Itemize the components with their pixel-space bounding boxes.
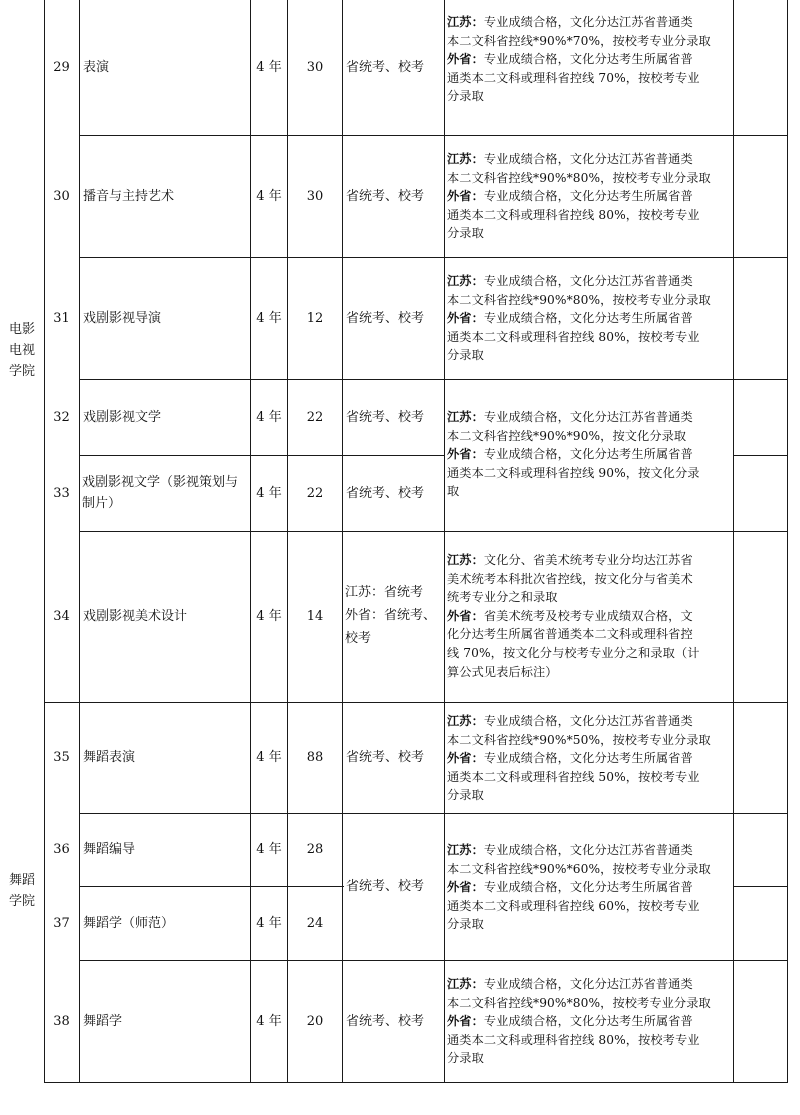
jiangsu-label: 江苏：: [447, 843, 484, 857]
rule-text: 分录取: [447, 1051, 484, 1066]
rule-text: 统考专业分之和录取: [447, 590, 558, 605]
exam-method: [345, 581, 445, 650]
quota: 28: [306, 842, 324, 857]
row-num: 35: [53, 750, 70, 765]
rule-text: 本二文科省控线*90%*70%，按校考专业分录取: [447, 33, 711, 48]
duration: 4 年: [256, 60, 282, 75]
rule-text: 线 70%，按文化分与校考专业分之和录取（计: [447, 645, 700, 660]
duration: 4 年: [256, 485, 282, 501]
rule-text: 专业成绩合格，文化分达江苏省普通类: [483, 152, 693, 166]
exam-method: 省统考、校考: [346, 485, 425, 501]
row-num: 33: [53, 485, 70, 501]
rule-text: 本二文科省控线*90%*90%，按文化分录取: [447, 428, 687, 443]
row-num: 29: [53, 60, 70, 75]
row-num: 31: [53, 310, 70, 326]
major-name: 表演: [83, 60, 110, 75]
exam-method-line: 外省：省统考、: [345, 608, 437, 623]
rule-text: 专业成绩合格，文化分达考生所属省普: [483, 52, 693, 67]
border-bottom: [44, 1082, 788, 1083]
duration: 4 年: [256, 750, 282, 765]
rule-text: 专业成绩合格，文化分达考生所属省普: [483, 189, 693, 204]
duration: 4 年: [256, 842, 282, 857]
jiangsu-label: 江苏：: [447, 274, 484, 288]
college-name: 学院: [8, 364, 35, 379]
other-province-label: 外省：: [447, 311, 484, 326]
rule-text: 本二文科省控线*90%*60%，按校考专业分录取: [447, 861, 711, 876]
duration: 4 年: [256, 310, 282, 326]
rule-text: 通类本二文科或理科省控线 70%，按校考专业: [447, 70, 700, 85]
rule-text: 分录取: [447, 788, 484, 803]
jiangsu-label: 江苏：: [447, 15, 484, 29]
college-name: 舞蹈: [8, 873, 35, 888]
exam-method: 省统考、校考: [346, 1013, 425, 1029]
other-province-label: 外省：: [447, 608, 484, 623]
rule-text: 省美术统考及校考专业成绩双合格，文: [483, 608, 693, 623]
admission-rule: [447, 408, 731, 501]
rule-text: 化分达考生所属省普通类本二文科或理科省控: [447, 627, 693, 642]
rule-text: 专业成绩合格，文化分达江苏省普通类: [483, 977, 693, 991]
major-name: 戏剧影视导演: [83, 310, 162, 326]
rule-text: 本二文科省控线*90%*80%，按校考专业分录取: [447, 292, 711, 307]
rule-text: 通类本二文科或理科省控线 80%，按校考专业: [447, 1032, 700, 1047]
rule-text: 本二文科省控线*90%*50%，按校考专业分录取: [447, 732, 711, 747]
major-name: 舞蹈学（师范）: [83, 915, 175, 931]
major-name: 舞蹈学: [83, 1013, 123, 1029]
jiangsu-label: 江苏：: [447, 152, 484, 166]
rule-text: 通类本二文科或理科省控线 60%，按校考专业: [447, 898, 700, 913]
duration: 4 年: [256, 915, 282, 931]
college-film-tv: [2, 319, 42, 382]
rule-text: 专业成绩合格，文化分达考生所属省普: [483, 751, 693, 766]
admission-rule: [447, 272, 731, 365]
admission-rule: [447, 13, 731, 106]
quota: 12: [306, 310, 324, 326]
divider-method: [444, 0, 445, 1083]
rule-text: 文化分、省美术统考专业分均达江苏省: [483, 553, 693, 567]
major-name-line: 制片）: [82, 496, 122, 511]
exam-method-line: 江苏：省统考: [345, 585, 424, 600]
other-province-label: 外省：: [447, 189, 484, 204]
rule-text: 专业成绩合格，文化分达考生所属省普: [483, 447, 693, 462]
row-num: 37: [53, 915, 70, 931]
quota: 14: [306, 609, 324, 624]
row-num: 32: [53, 409, 70, 425]
major-name: 舞蹈编导: [83, 842, 136, 857]
row-num: 38: [53, 1013, 70, 1029]
row-line: [733, 886, 788, 887]
other-province-label: 外省：: [447, 1014, 484, 1029]
exam-method-line: 校考: [345, 631, 372, 646]
row-num: 30: [53, 188, 70, 204]
quota: 22: [306, 409, 324, 425]
rule-text: 通类本二文科或理科省控线 50%，按校考专业: [447, 769, 700, 784]
row-line: [733, 455, 788, 456]
major-name: 舞蹈表演: [83, 750, 136, 765]
rule-text: 专业成绩合格，文化分达江苏省普通类: [483, 274, 693, 288]
jiangsu-label: 江苏：: [447, 410, 484, 424]
admission-rule: [447, 150, 731, 243]
rule-text: 算公式见表后标注）: [447, 664, 558, 679]
admission-rule: [447, 975, 731, 1068]
rule-text: 通类本二文科或理科省控线 80%，按校考专业: [447, 207, 700, 222]
rule-text: 取: [447, 484, 460, 499]
college-dance: [2, 870, 42, 912]
quota: 24: [306, 915, 324, 931]
exam-method: 省统考、校考: [346, 409, 425, 425]
duration: 4 年: [256, 609, 282, 624]
rule-text: 本二文科省控线*90%*80%，按校考专业分录取: [447, 170, 711, 185]
college-name: 电视: [8, 343, 35, 358]
rule-text: 专业成绩合格，文化分达江苏省普通类: [483, 15, 693, 29]
quota: 22: [306, 485, 324, 501]
major-name: 播音与主持艺术: [83, 188, 175, 204]
college-name: 电影: [8, 322, 35, 337]
admission-rule: [447, 551, 731, 681]
admission-rule: [447, 841, 731, 934]
other-province-label: 外省：: [447, 447, 484, 462]
quota: 30: [306, 188, 324, 204]
rule-text: 分录取: [447, 226, 484, 241]
border-right: [787, 0, 788, 1083]
quota: 30: [306, 60, 324, 75]
rule-text: 专业成绩合格，文化分达江苏省普通类: [483, 843, 693, 857]
duration: 4 年: [256, 409, 282, 425]
rule-text: 美术统考本科批次省控线，按文化分与省美术: [447, 571, 693, 586]
other-province-label: 外省：: [447, 52, 484, 67]
jiangsu-label: 江苏：: [447, 977, 484, 991]
other-province-label: 外省：: [447, 880, 484, 895]
divider-rule: [733, 0, 734, 1083]
jiangsu-label: 江苏：: [447, 553, 484, 567]
rule-text: 分录取: [447, 89, 484, 104]
rule-text: 专业成绩合格，文化分达考生所属省普: [483, 311, 693, 326]
major-name-line: 戏剧影视文学（影视策划与: [82, 475, 239, 490]
exam-method: 省统考、校考: [346, 879, 425, 894]
quota: 20: [306, 1013, 324, 1029]
quota: 88: [306, 750, 324, 765]
major-name: 戏剧影视美术设计: [83, 609, 188, 624]
college-name: 学院: [8, 894, 35, 909]
rule-text: 专业成绩合格，文化分达考生所属省普: [483, 880, 693, 895]
major-name: [80, 455, 252, 531]
jiangsu-label: 江苏：: [447, 714, 484, 728]
rule-text: 分录取: [447, 917, 484, 932]
row-num: 36: [53, 842, 70, 857]
rule-text: 专业成绩合格，文化分达江苏省普通类: [483, 410, 693, 424]
duration: 4 年: [256, 1013, 282, 1029]
rule-text: 专业成绩合格，文化分达江苏省普通类: [483, 714, 693, 728]
row-num: 34: [53, 609, 70, 624]
admission-rule: [447, 712, 731, 805]
rule-text: 本二文科省控线*90%*80%，按校考专业分录取: [447, 995, 711, 1010]
exam-method: 省统考、校考: [346, 60, 425, 75]
rule-text: 专业成绩合格，文化分达考生所属省普: [483, 1014, 693, 1029]
major-name: 戏剧影视文学: [83, 409, 162, 425]
rule-text: 分录取: [447, 348, 484, 363]
exam-method: 省统考、校考: [346, 310, 425, 326]
rule-text: 通类本二文科或理科省控线 90%，按文化分录: [447, 465, 700, 480]
rule-text: 通类本二文科或理科省控线 80%，按校考专业: [447, 329, 700, 344]
exam-method: 省统考、校考: [346, 750, 425, 765]
exam-method: 省统考、校考: [346, 188, 425, 204]
duration: 4 年: [256, 188, 282, 204]
other-province-label: 外省：: [447, 751, 484, 766]
